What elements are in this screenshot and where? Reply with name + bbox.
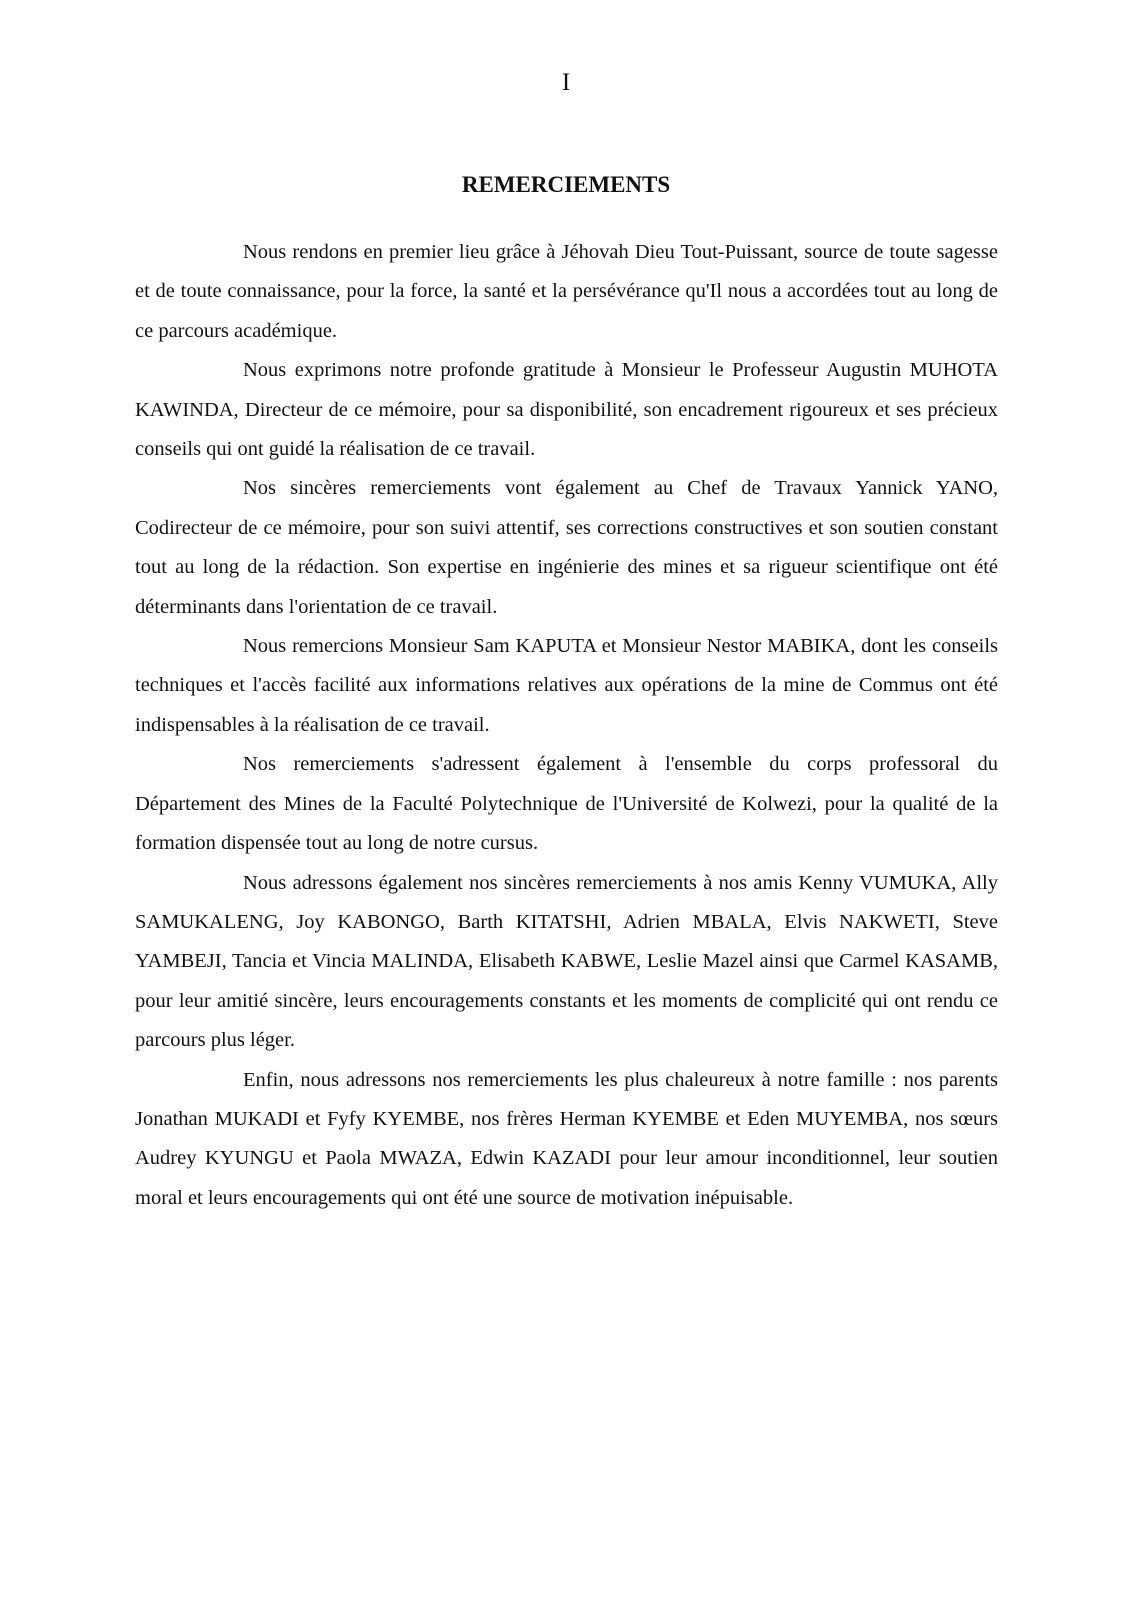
paragraph-thanks-technical-advisors: Nous remercions Monsieur Sam KAPUTA et Monsieur Nestor MABIKA, dont les conseils techniques et l'accès facilité aux informations relatives aux opérations de la mine de Commus ont été indispensables à la réalisation de ce travail. — [135, 635, 998, 736]
paragraph-thanks-god: Nous rendons en premier lieu grâce à Jéhovah Dieu Tout-Puissant, source de toute sagesse et de toute connaissance, pour la force, la santé et la persévérance qu'Il nous a accordées tout au long de ce parcours académique. — [135, 241, 998, 342]
body-text — [135, 233, 998, 1218]
paragraph-thanks-codirector: Nos sincères remerciements vont également au Chef de Travaux Yannick YANO, Codirecteur de ce mémoire, pour son suivi attentif, ses corrections constructives et son soutien constant tout au long de la rédaction. Son expertise en ingénierie des mines et sa rigueur scientifique ont été déterminants dans l'orientation de ce travail. — [135, 477, 998, 618]
page-title: REMERCIEMENTS — [461, 172, 671, 197]
paragraph-thanks-faculty: Nos remerciements s'adressent également à l'ensemble du corps professoral du Département des Mines de la Faculté Polytechnique de l'Université de Kolwezi, pour la qualité de la formation dispensée tout au long de notre cursus. — [135, 753, 998, 855]
paragraph-thanks-friends: Nous adressons également nos sincères remerciements à nos amis Kenny VUMUKA, Ally SAMUKALENG, Joy KABONGO, Barth KITATSHI, Adrien MBALA, Elvis NAKWETI, Steve YAMBEJI, Tancia et Vincia MALINDA, Elisabeth KABWE, Leslie Mazel ainsi que Carmel KASAMB, pour leur amitié sincère, leurs encouragements constants et les moments de complicité qui ont rendu ce parcours plus léger. — [135, 871, 998, 1052]
paragraph-thanks-family: Enfin, nous adressons nos remerciements les plus chaleureux à notre famille : nos parents Jonathan MUKADI et Fyfy KYEMBE, nos frères Herman KYEMBE et Eden MUYEMBA, nos sœurs Audrey KYUNGU et Paola MWAZA, Edwin KAZADI pour leur amour inconditionnel, leur soutien moral et leurs encouragements qui ont été une source de motivation inépuisable. — [135, 1068, 998, 1209]
paragraph-thanks-director: Nous exprimons notre profonde gratitude à Monsieur le Professeur Augustin MUHOTA KAWINDA, Directeur de ce mémoire, pour sa disponibilité, son encadrement rigoureux et ses précieux conseils qui ont guidé la réalisation de ce travail. — [135, 359, 998, 461]
page-number: I — [561, 69, 571, 96]
